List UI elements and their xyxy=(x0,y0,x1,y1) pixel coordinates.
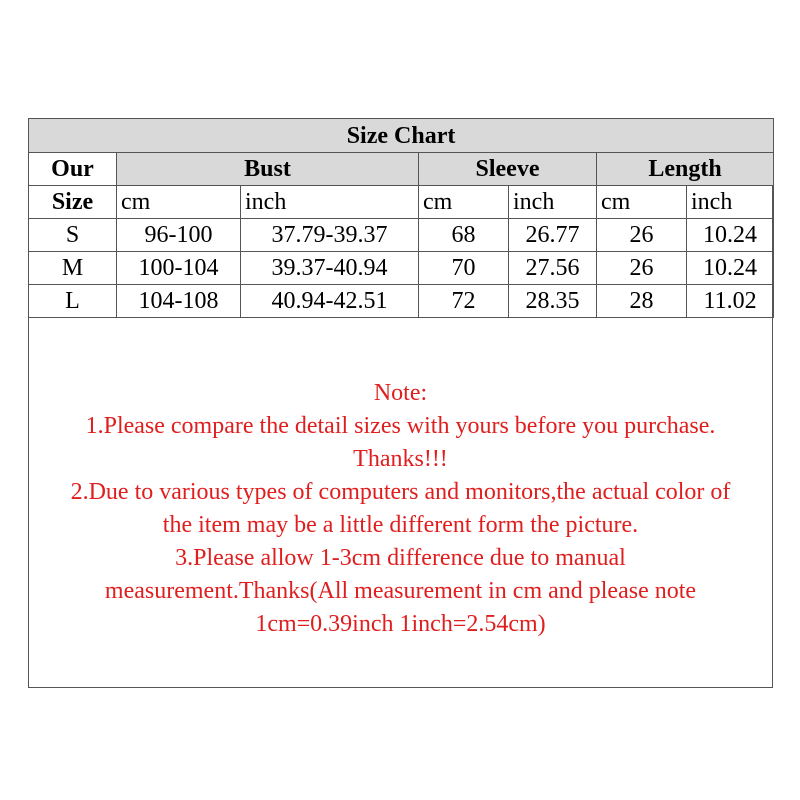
note-line: measurement.Thanks(All measurement in cm and please note xyxy=(104,578,697,604)
value-cell: 28.35 xyxy=(509,285,597,318)
size-cell: M xyxy=(29,252,117,285)
unit-cell: inch xyxy=(509,186,597,219)
value-cell: 37.79-39.37 xyxy=(241,219,419,252)
unit-cell: cm xyxy=(597,186,687,219)
table-row xyxy=(29,219,774,252)
note-line: Thanks!!! xyxy=(353,446,448,472)
note-line: 2.Due to various types of computers and monitors,the actual color of xyxy=(70,479,731,505)
unit-row xyxy=(29,186,774,219)
value-cell: 104-108 xyxy=(117,285,241,318)
value-cell: 70 xyxy=(419,252,509,285)
value-cell: 96-100 xyxy=(117,219,241,252)
unit-cell: cm xyxy=(419,186,509,219)
unit-cell: cm xyxy=(117,186,241,219)
size-chart-table xyxy=(28,118,774,318)
size-cell: L xyxy=(29,285,117,318)
size-header-line2: Size xyxy=(29,186,117,219)
value-cell: 26 xyxy=(597,252,687,285)
value-cell: 11.02 xyxy=(687,285,774,318)
value-cell: 72 xyxy=(419,285,509,318)
note-line: 3.Please allow 1-3cm difference due to manual xyxy=(175,545,626,571)
value-cell: 68 xyxy=(419,219,509,252)
value-cell: 26.77 xyxy=(509,219,597,252)
header-row xyxy=(29,153,774,186)
value-cell: 40.94-42.51 xyxy=(241,285,419,318)
note-line: 1cm=0.39inch 1inch=2.54cm) xyxy=(255,611,546,637)
table-row xyxy=(29,252,774,285)
table-row xyxy=(29,285,774,318)
value-cell: 27.56 xyxy=(509,252,597,285)
value-cell: 10.24 xyxy=(687,252,774,285)
note-heading: Note: xyxy=(373,380,428,406)
unit-cell: inch xyxy=(687,186,774,219)
value-cell: 26 xyxy=(597,219,687,252)
note-line: the item may be a little different form the picture. xyxy=(162,512,639,538)
length-header: Length xyxy=(597,153,774,186)
note-line: 1.Please compare the detail sizes with yours before you purchase. xyxy=(85,413,716,439)
size-header-line1: Our xyxy=(29,153,117,186)
value-cell: 39.37-40.94 xyxy=(241,252,419,285)
title-row xyxy=(29,119,774,153)
unit-cell: inch xyxy=(241,186,419,219)
size-chart-sheet xyxy=(28,118,773,688)
sleeve-header: Sleeve xyxy=(419,153,597,186)
notes-block xyxy=(29,377,772,641)
value-cell: 100-104 xyxy=(117,252,241,285)
chart-title: Size Chart xyxy=(29,119,774,153)
value-cell: 10.24 xyxy=(687,219,774,252)
size-cell: S xyxy=(29,219,117,252)
value-cell: 28 xyxy=(597,285,687,318)
bust-header: Bust xyxy=(117,153,419,186)
